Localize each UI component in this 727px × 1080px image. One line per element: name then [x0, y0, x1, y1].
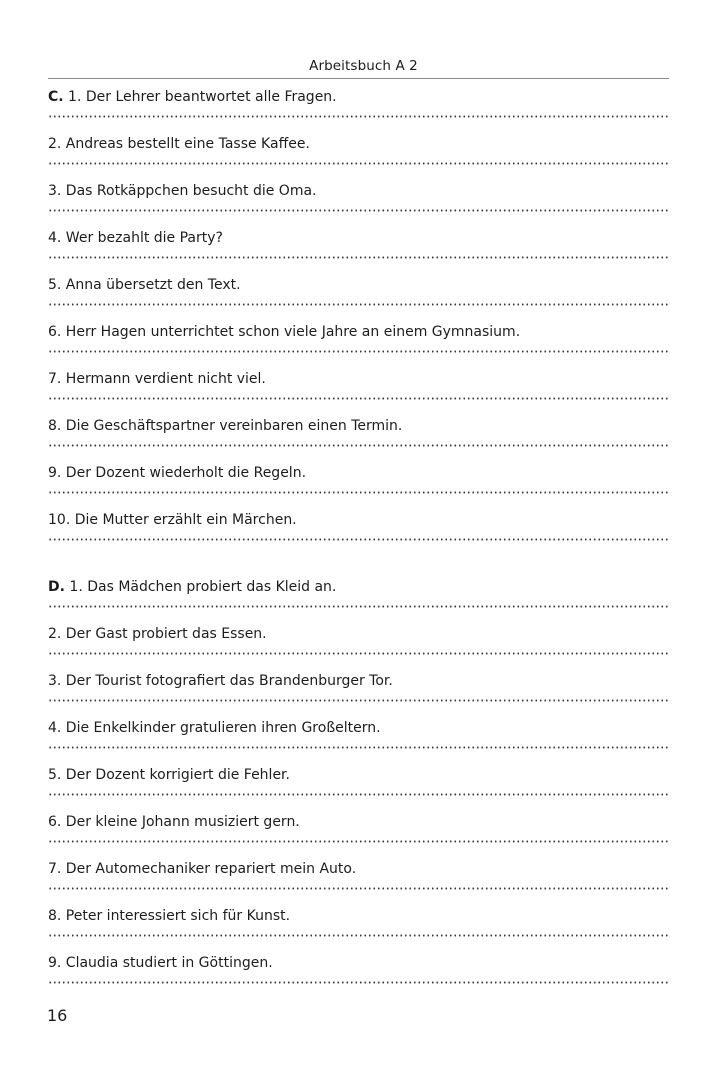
answer-line[interactable]: [48, 746, 668, 749]
answer-line[interactable]: [48, 303, 668, 306]
answer-line[interactable]: [48, 162, 668, 165]
exercise-item: [48, 766, 669, 813]
sentence: 4. Wer bezahlt die Party?: [48, 230, 223, 246]
answer-line[interactable]: [48, 209, 668, 212]
answer-line[interactable]: [48, 793, 668, 796]
answer-line[interactable]: [48, 444, 668, 447]
sentence: 5. Der Dozent korrigiert die Fehler.: [48, 767, 290, 783]
sentence: 5. Anna übersetzt den Text.: [48, 277, 241, 293]
sentence: 3. Das Rotkäppchen besucht die Oma.: [48, 183, 317, 199]
sentence: 8. Peter interessiert sich für Kunst.: [48, 908, 291, 924]
running-header: Arbeitsbuch A 2: [309, 58, 418, 74]
exercise-item: [48, 370, 669, 417]
exercise-item: [48, 182, 669, 229]
exercise-item: [48, 672, 669, 719]
answer-line[interactable]: [48, 115, 668, 118]
sentence: 1. Der Lehrer beantwortet alle Fragen.: [68, 89, 337, 105]
exercise-item: [48, 625, 669, 672]
section-label: C.: [48, 89, 64, 105]
exercise-item: [48, 276, 669, 323]
sentence: 9. Claudia studiert in Göttingen.: [48, 955, 273, 971]
sentence: 7. Der Automechaniker repariert mein Auto.: [48, 861, 357, 877]
answer-line[interactable]: [48, 397, 668, 400]
answer-line[interactable]: [48, 981, 668, 984]
sentence: 4. Die Enkelkinder gratulieren ihren Großeltern.: [48, 720, 381, 736]
exercise-item: [48, 578, 669, 625]
sentence: 7. Hermann verdient nicht viel.: [48, 371, 266, 387]
answer-line[interactable]: [48, 350, 668, 353]
answer-line[interactable]: [48, 699, 668, 702]
sentence: 6. Der kleine Johann musiziert gern.: [48, 814, 300, 830]
sentence: 2. Der Gast probiert das Essen.: [48, 626, 267, 642]
page-number: 16: [47, 1006, 68, 1025]
sentence: 8. Die Geschäftspartner vereinbaren einen Termin.: [48, 418, 403, 434]
answer-line[interactable]: [48, 934, 668, 937]
answer-line[interactable]: [48, 840, 668, 843]
exercise-c: [48, 88, 669, 558]
answer-line[interactable]: [48, 605, 668, 608]
exercise-item: [48, 323, 669, 370]
exercise-item: [48, 813, 669, 860]
sentence: 2. Andreas bestellt eine Tasse Kaffee.: [48, 136, 310, 152]
answer-line[interactable]: [48, 256, 668, 259]
exercise-item: [48, 464, 669, 511]
answer-line[interactable]: [48, 491, 668, 494]
exercise-item: [48, 229, 669, 276]
exercise-item: [48, 88, 669, 135]
sentence: 6. Herr Hagen unterrichtet schon viele Jahre an einem Gymnasium.: [48, 324, 521, 340]
header-rule: [48, 78, 669, 79]
sentence: 3. Der Tourist fotografiert das Brandenburger Tor.: [48, 673, 393, 689]
sentence: 10. Die Mutter erzählt ein Märchen.: [48, 512, 297, 528]
answer-line[interactable]: [48, 652, 668, 655]
exercise-item: [48, 907, 669, 954]
exercise-d: [48, 578, 669, 1001]
sentence: 1. Das Mädchen probiert das Kleid an.: [69, 579, 337, 595]
exercise-item: [48, 719, 669, 766]
answer-line[interactable]: [48, 538, 668, 541]
exercise-item: [48, 954, 669, 1001]
exercise-item: [48, 860, 669, 907]
exercise-item: [48, 135, 669, 182]
section-label: D.: [48, 579, 65, 595]
answer-line[interactable]: [48, 887, 668, 890]
sentence: 9. Der Dozent wiederholt die Regeln.: [48, 465, 307, 481]
exercise-item: [48, 511, 669, 558]
exercise-item: [48, 417, 669, 464]
